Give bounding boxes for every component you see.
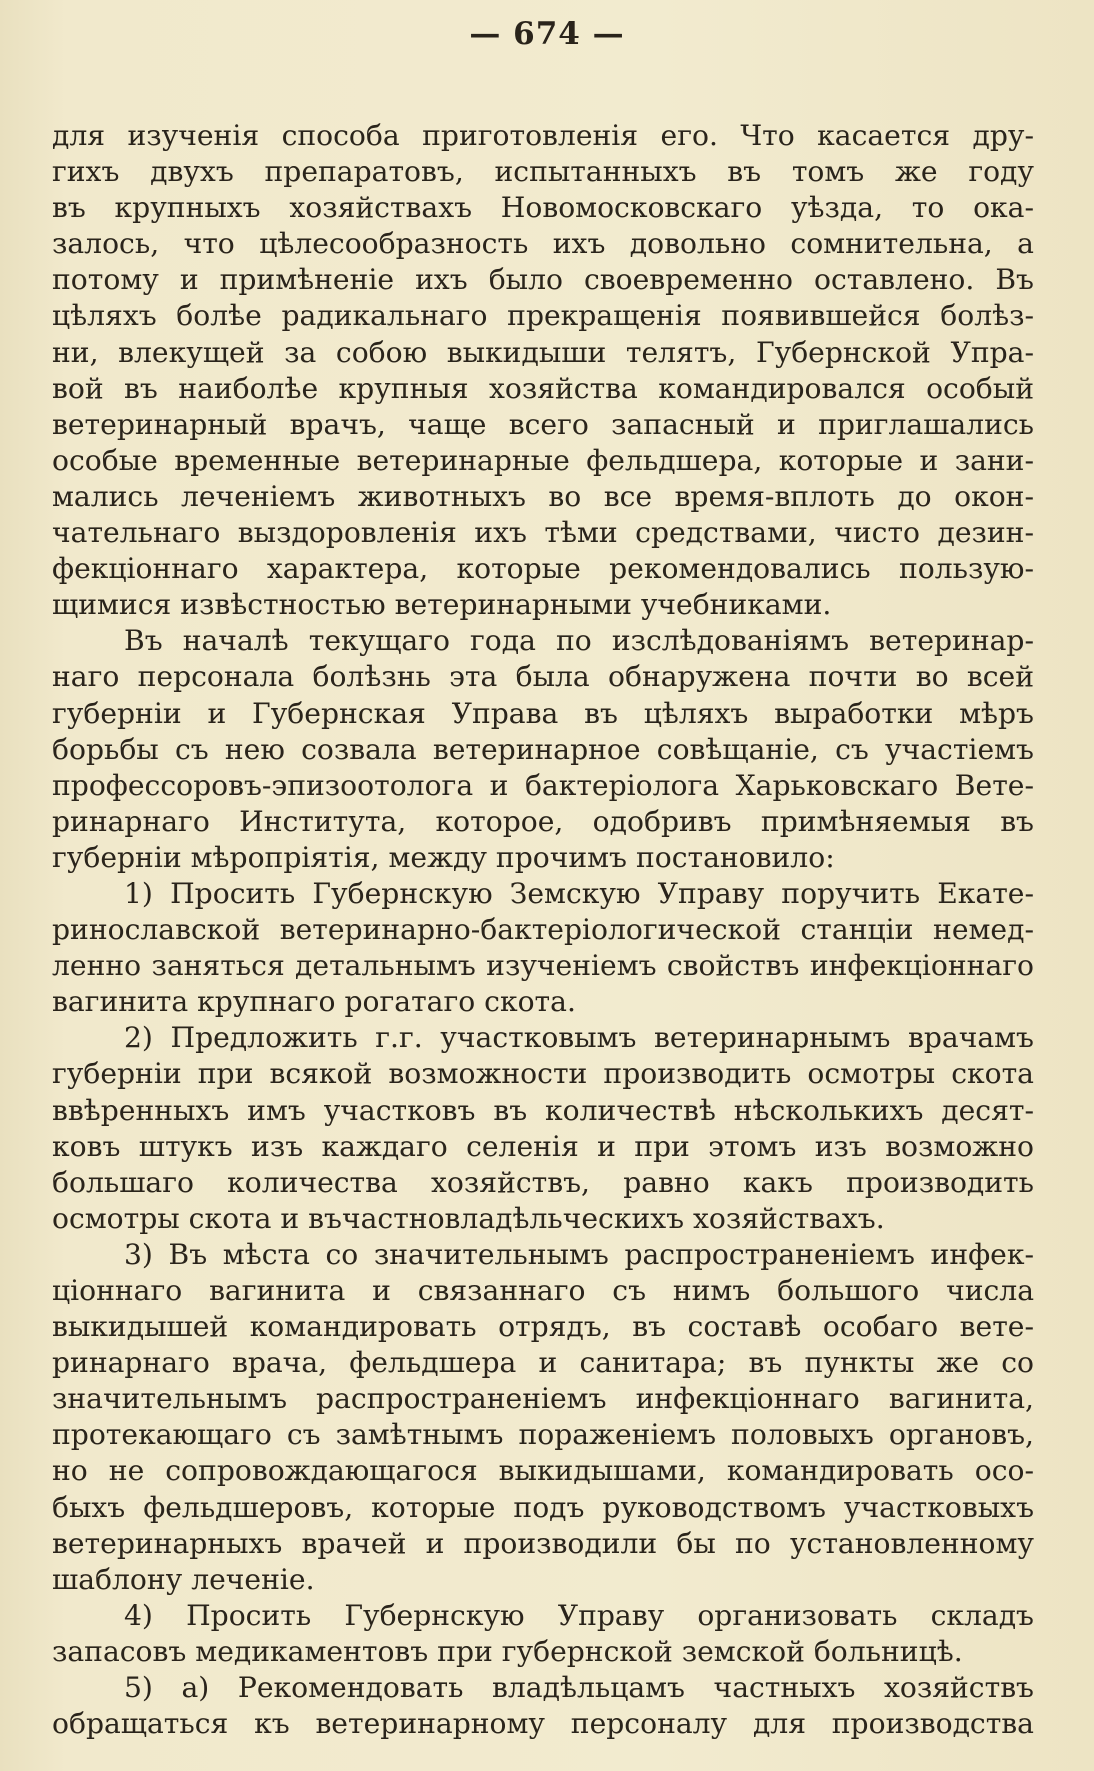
text-line: 1) Просить Губернскую Земскую Управу поручить Екате- xyxy=(124,876,1034,910)
text-line: мались леченіемъ животныхъ во все время-вплоть до окон- xyxy=(52,479,1034,513)
text-line: губерніи и Губернская Управа въ цѣляхъ выработки мѣръ xyxy=(52,696,1034,730)
text-line: вагинита крупнаго рогатаго скота. xyxy=(52,985,576,1019)
text-line: ковъ штукъ изъ каждаго селенія и при этомъ изъ возможно xyxy=(52,1129,1034,1163)
text-line: борьбы съ нею созвала ветеринарное совѣщаніе, съ участіемъ xyxy=(52,732,1034,766)
text-line: ни, влекущей за собою выкидыши телятъ, Губернской Упра- xyxy=(52,335,1034,369)
text-line: фекціоннаго характера, которые рекомендовались пользую- xyxy=(52,552,1034,586)
text-line: быхъ фельдшеровъ, которые подъ руководствомъ участковыхъ xyxy=(52,1490,1034,1524)
text-line: гихъ двухъ препаратовъ, испытанныхъ въ томъ же году xyxy=(52,155,1034,189)
text-line: запасовъ медикаментовъ при губернской земской больницѣ. xyxy=(52,1634,963,1668)
text-line: 4) Просить Губернскую Управу организовать складъ xyxy=(124,1598,1034,1632)
text-line: профессоровъ-эпизоотолога и бактеріолога Харьковскаго Вете- xyxy=(52,768,1034,802)
text-line: Въ началѣ текущаго года по изслѣдованіямъ ветеринар- xyxy=(124,624,1034,658)
text-line: значительнымъ распространеніемъ инфекціоннаго вагинита, xyxy=(52,1382,1034,1416)
text-line: но не сопровождающагося выкидышами, командировать осо- xyxy=(52,1454,1034,1488)
text-line: ветеринарныхъ врачей и производили бы по установленному xyxy=(52,1526,1034,1560)
text-line: чательнаго выздоровленія ихъ тѣми средствами, чисто дезин- xyxy=(52,516,1034,550)
text-line: для изученія способа приготовленія его. Что касается дру- xyxy=(52,119,1034,152)
text-line: ринославской ветеринарно-бактеріологической станціи немед- xyxy=(52,913,1034,947)
text-line: ввѣренныхъ имъ участковъ въ количествѣ нѣсколькихъ десят- xyxy=(52,1093,1034,1127)
text-line: ринарнаго Института, которое, одобривъ примѣняемыя въ xyxy=(52,804,1034,838)
body-text xyxy=(52,118,1034,1742)
text-line: ветеринарный врачъ, чаще всего запасный и приглашались xyxy=(52,407,1034,441)
text-line: протекающаго съ замѣтнымъ пораженіемъ половыхъ органовъ, xyxy=(52,1418,1034,1452)
text-line: губерніи при всякой возможности производить осмотры скота xyxy=(52,1057,1034,1091)
text-line: 2) Предложить г.г. участковымъ ветеринарнымъ врачамъ xyxy=(124,1021,1034,1055)
text-line: 3) Въ мѣста со значительнымъ распространеніемъ инфек- xyxy=(124,1237,1034,1271)
text-line: щимися извѣстностью ветеринарными учебниками. xyxy=(52,588,832,622)
text-line: въ крупныхъ хозяйствахъ Новомосковскаго уѣзда, то ока- xyxy=(52,191,1034,225)
page-number: — 674 — xyxy=(469,16,625,52)
text-line: цѣляхъ болѣе радикальнаго прекращенія появившейся болѣз- xyxy=(52,299,1034,333)
text-line: вой въ наиболѣе крупныя хозяйства командировался особый xyxy=(52,371,1034,405)
text-line: потому и примѣненіе ихъ было своевременно оставлено. Въ xyxy=(52,263,1034,297)
text-line: 5) а) Рекомендовать владѣльцамъ частныхъ хозяйствъ xyxy=(124,1671,1034,1705)
text-line: ринарнаго врача, фельдшера и санитара; въ пункты же со xyxy=(52,1346,1034,1380)
text-line: ленно заняться детальнымъ изученіемъ свойствъ инфекціоннаго xyxy=(52,949,1034,983)
text-line: осмотры скота и въчастновладѣльческихъ хозяйствахъ. xyxy=(52,1201,885,1235)
text-line: губерніи мѣропріятія, между прочимъ постановило: xyxy=(52,840,835,874)
text-line: залось, что цѣлесообразность ихъ довольно сомнительна, а xyxy=(52,227,1034,261)
text-line: большаго количества хозяйствъ, равно какъ производить xyxy=(52,1165,1034,1199)
text-line: шаблону леченіе. xyxy=(52,1562,315,1596)
text-line: особые временные ветеринарные фельдшера, которые и зани- xyxy=(52,443,1034,477)
text-line: обращаться къ ветеринарному персоналу для производства xyxy=(52,1707,1034,1741)
text-line: ціоннаго вагинита и связаннаго съ нимъ большого числа xyxy=(52,1274,1034,1307)
text-line: наго персонала болѣзнь эта была обнаружена почти во всей xyxy=(52,660,1034,694)
text-line: выкидышей командировать отрядъ, въ составѣ особаго вете- xyxy=(52,1310,1034,1344)
